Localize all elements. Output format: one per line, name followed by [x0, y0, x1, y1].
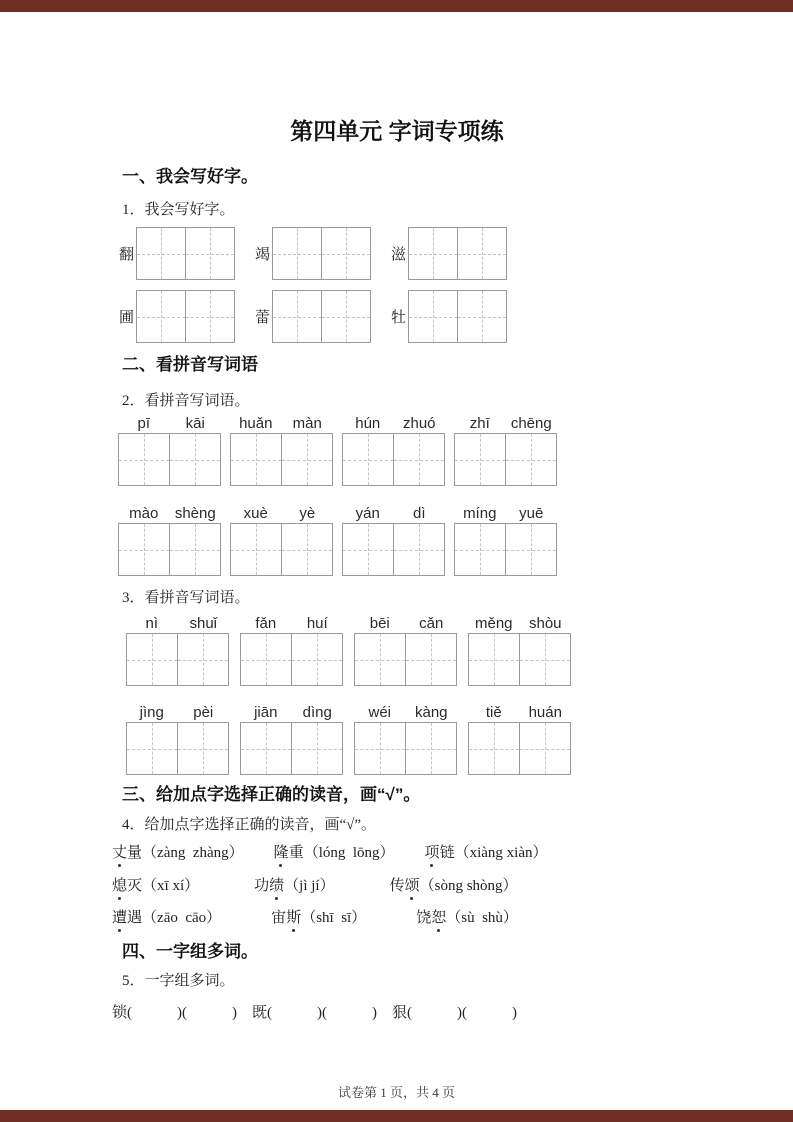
writing-cell [185, 228, 234, 279]
writing-grid [408, 227, 507, 280]
pinyin-row [118, 415, 682, 486]
writing-grid [454, 433, 557, 486]
pinyin-group [118, 415, 221, 486]
writing-grid [136, 227, 235, 280]
pinyin-group [126, 615, 229, 686]
pinyin-syllable: chēng [510, 415, 552, 432]
writing-cell [241, 634, 291, 685]
pinyin-group [240, 704, 343, 775]
pronunciation-item: 遭遇（zāo cāo） [112, 910, 222, 926]
writing-cell [519, 723, 570, 774]
dotted-character: 斯 [286, 910, 302, 926]
pronunciation-options: （lóng lōng） [303, 845, 395, 861]
pronunciation-item: 隆重（lóng lōng） [273, 845, 395, 861]
pinyin-group [468, 704, 571, 775]
dotted-character: 熄 [112, 878, 128, 894]
pinyin-group [342, 415, 445, 486]
character-copy-row-2 [119, 290, 682, 343]
dotted-character: 隆 [273, 845, 289, 861]
pronunciation-item: 熄灭（xī xí） [112, 878, 200, 894]
pinyin-labels [118, 505, 221, 522]
pronunciation-options: （shī sī） [301, 910, 367, 926]
pinyin-labels [342, 505, 445, 522]
writing-cell [455, 524, 505, 575]
pinyin-syllable: bēi [369, 615, 390, 632]
writing-grid [126, 633, 229, 686]
writing-cell [291, 634, 342, 685]
writing-cell [281, 524, 332, 575]
pinyin-syllable: wéi [368, 704, 391, 721]
pinyin-syllable: yè [299, 505, 316, 522]
pinyin-syllable: jìng [139, 704, 164, 721]
pinyin-labels [230, 415, 333, 432]
character-label: 竭 [255, 247, 271, 263]
pinyin-labels [240, 704, 343, 721]
writing-cell [321, 228, 370, 279]
writing-grid [468, 633, 571, 686]
pinyin-syllable: dìng [302, 704, 332, 721]
writing-cell [469, 634, 519, 685]
writing-cell [169, 434, 220, 485]
pinyin-syllable: kàng [414, 704, 448, 721]
pronunciation-options: （zàng zhàng） [142, 845, 244, 861]
pinyin-syllable: dì [412, 505, 426, 522]
pronunciation-choice-line [112, 843, 682, 863]
pinyin-labels [240, 615, 343, 632]
writing-cell [393, 434, 444, 485]
pinyin-group [454, 415, 557, 486]
writing-cell [119, 524, 169, 575]
question-1-label: 1．我会写好字。 [122, 202, 235, 218]
writing-cell [355, 723, 405, 774]
pinyin-syllable: zhuó [402, 415, 436, 432]
pinyin-syllable: hún [355, 415, 381, 432]
pronunciation-choice-line [112, 908, 682, 928]
writing-cell [343, 524, 393, 575]
pinyin-labels [454, 415, 557, 432]
writing-cell [355, 634, 405, 685]
pinyin-group [230, 505, 333, 576]
pinyin-group [354, 704, 457, 775]
writing-cell [273, 291, 321, 342]
pinyin-syllable: huǎn [239, 415, 273, 432]
pinyin-syllable: shèng [174, 505, 216, 522]
pinyin-syllable: fǎn [255, 615, 277, 632]
pinyin-group [468, 615, 571, 686]
pronunciation-item: 宙斯（shī sī） [271, 910, 367, 926]
character-label: 圃 [119, 310, 135, 326]
pronunciation-choice-line [112, 876, 682, 896]
writing-cell [291, 723, 342, 774]
pinyin-syllable: màn [292, 415, 322, 432]
pinyin-labels [126, 704, 229, 721]
pinyin-labels [454, 505, 557, 522]
pronunciation-item: 功绩（jì jí） [254, 878, 335, 894]
dotted-character: 项 [424, 845, 440, 861]
pinyin-syllable: jiān [254, 704, 278, 721]
writing-cell [505, 434, 556, 485]
writing-cell [169, 524, 220, 575]
question-3-label: 3．看拼音写词语。 [122, 590, 250, 606]
writing-grid [454, 523, 557, 576]
pinyin-syllable: kāi [185, 415, 205, 432]
pinyin-group [354, 615, 457, 686]
writing-grid [342, 433, 445, 486]
pronunciation-options: （xī xí） [142, 878, 200, 894]
character-group [119, 227, 235, 280]
section3-heading: 三、给加点字选择正确的读音，画“√”。 [122, 785, 421, 804]
pronunciation-options: （zāo cāo） [142, 910, 222, 926]
pinyin-labels [230, 505, 333, 522]
pinyin-row [118, 505, 682, 576]
writing-cell [505, 524, 556, 575]
dotted-character: 遭 [112, 910, 128, 926]
page-footer: 试卷第 1 页，共 4 页 [337, 1085, 455, 1100]
writing-grid [272, 227, 371, 280]
word-building-line: 锁( )( ) 既( )( ) 狠( )( ) [112, 1005, 517, 1021]
pinyin-labels [468, 615, 571, 632]
writing-grid [272, 290, 371, 343]
writing-cell [409, 228, 457, 279]
pinyin-group [240, 615, 343, 686]
writing-grid [126, 722, 229, 775]
writing-grid [408, 290, 507, 343]
character-group [119, 290, 235, 343]
dotted-character: 颂 [404, 878, 420, 894]
pinyin-syllable: huán [528, 704, 562, 721]
pronunciation-item: 传颂（sòng shòng） [389, 878, 518, 894]
writing-cell [281, 434, 332, 485]
pinyin-syllable: míng [463, 505, 497, 522]
writing-cell [231, 524, 281, 575]
character-label: 滋 [391, 247, 407, 263]
writing-cell [119, 434, 169, 485]
writing-cell [409, 291, 457, 342]
character-label: 翻 [119, 247, 135, 263]
pinyin-syllable: cǎn [419, 615, 444, 632]
pinyin-group [342, 505, 445, 576]
character-group [255, 227, 371, 280]
section4-heading: 四、一字组多词。 [122, 942, 258, 961]
writing-grid [468, 722, 571, 775]
pinyin-group [230, 415, 333, 486]
pinyin-syllable: mào [129, 505, 159, 522]
pinyin-row [126, 615, 682, 686]
pronunciation-options: （xiàng xiàn） [454, 845, 548, 861]
pinyin-syllable: shuǐ [189, 615, 218, 632]
writing-cell [393, 524, 444, 575]
pronunciation-item: 饶恕（sù shù） [416, 910, 518, 926]
writing-grid [240, 633, 343, 686]
dotted-character: 丈 [112, 845, 128, 861]
page-content [112, 0, 682, 1023]
writing-cell [519, 634, 570, 685]
top-border-bar [0, 0, 793, 12]
pinyin-syllable: zhī [469, 415, 490, 432]
writing-cell [127, 723, 177, 774]
pinyin-labels [354, 615, 457, 632]
pronunciation-options: （jì jí） [284, 878, 335, 894]
pinyin-labels [468, 704, 571, 721]
writing-cell [457, 291, 506, 342]
writing-cell [321, 291, 370, 342]
writing-cell [137, 291, 185, 342]
character-group [255, 290, 371, 343]
character-label: 牡 [391, 310, 407, 326]
pinyin-labels [354, 704, 457, 721]
writing-grid [354, 633, 457, 686]
writing-cell [177, 634, 228, 685]
pinyin-labels [342, 415, 445, 432]
writing-cell [343, 434, 393, 485]
pinyin-syllable: nì [145, 615, 158, 632]
character-label: 蕾 [255, 310, 271, 326]
section2-heading: 二、看拼音写词语 [122, 355, 258, 374]
pronunciation-item: 项链（xiàng xiàn） [424, 845, 548, 861]
writing-cell [241, 723, 291, 774]
dotted-character: 恕 [431, 910, 447, 926]
pinyin-group [126, 704, 229, 775]
writing-grid [230, 433, 333, 486]
writing-cell [405, 723, 456, 774]
pinyin-syllable: měng [474, 615, 513, 632]
bottom-border-bar [0, 1110, 793, 1122]
pinyin-group [118, 505, 221, 576]
writing-grid [118, 523, 221, 576]
writing-cell [273, 228, 321, 279]
pronunciation-options: （sòng shòng） [419, 878, 518, 894]
section1-heading: 一、我会写好字。 [122, 167, 258, 186]
dotted-character: 绩 [269, 878, 285, 894]
writing-grid [136, 290, 235, 343]
writing-cell [455, 434, 505, 485]
writing-cell [405, 634, 456, 685]
writing-cell [137, 228, 185, 279]
page-title: 第四单元 字词专项练 [290, 118, 504, 144]
pronunciation-item: 丈量（zàng zhàng） [112, 845, 244, 861]
writing-cell [457, 228, 506, 279]
writing-cell [185, 291, 234, 342]
character-group [391, 290, 507, 343]
writing-grid [118, 433, 221, 486]
writing-grid [230, 523, 333, 576]
pinyin-syllable: yuē [519, 505, 544, 522]
pinyin-syllable: xuè [243, 505, 268, 522]
question-2-label: 2．看拼音写词语。 [122, 393, 250, 409]
writing-grid [240, 722, 343, 775]
writing-grid [342, 523, 445, 576]
writing-cell [177, 723, 228, 774]
character-copy-row-1 [119, 227, 682, 280]
pinyin-syllable: shòu [528, 615, 562, 632]
pinyin-labels [118, 415, 221, 432]
question-5-label: 5．一字组多词。 [122, 973, 235, 989]
character-group [391, 227, 507, 280]
pinyin-syllable: pèi [193, 704, 214, 721]
writing-cell [127, 634, 177, 685]
writing-grid [354, 722, 457, 775]
pinyin-syllable: huí [306, 615, 328, 632]
writing-cell [231, 434, 281, 485]
question-4-label: 4．给加点字选择正确的读音，画“√”。 [122, 817, 377, 833]
pronunciation-options: （sù shù） [446, 910, 518, 926]
pinyin-group [454, 505, 557, 576]
writing-cell [469, 723, 519, 774]
pinyin-syllable: yán [355, 505, 380, 522]
pinyin-syllable: pī [137, 415, 150, 432]
pinyin-row [126, 704, 682, 775]
pinyin-labels [126, 615, 229, 632]
pinyin-syllable: tiě [485, 704, 502, 721]
